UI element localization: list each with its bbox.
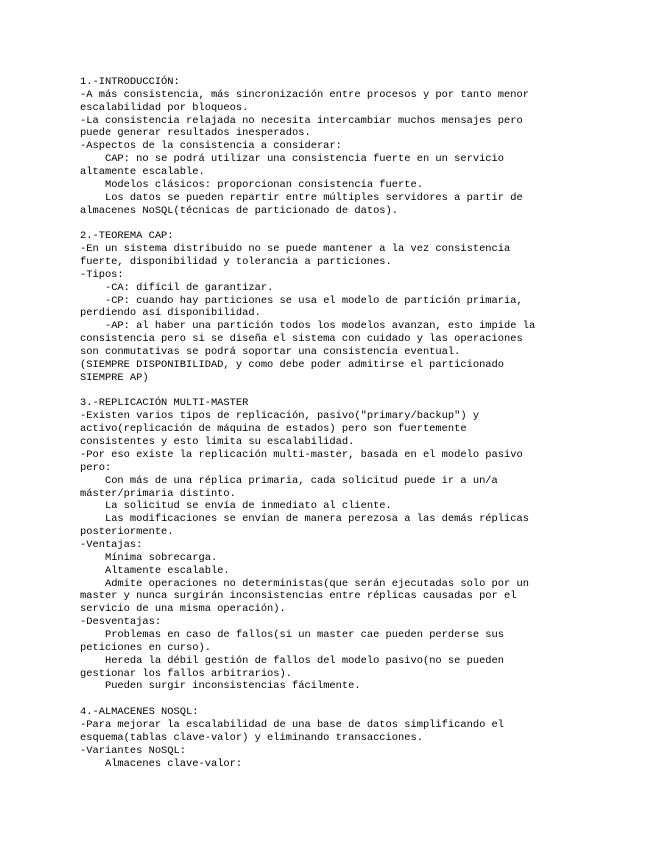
text-line: -Variantes NoSQL: bbox=[80, 744, 187, 757]
text-line: CAP: no se podrá utilizar una consistencia fuerte en un servicio bbox=[80, 153, 505, 166]
text-line: posteriormente. bbox=[80, 526, 174, 539]
text-line: son conmutativas se podrá soportar una consistencia eventual. bbox=[80, 346, 461, 359]
text-line: -AP: al haber una partición todos los modelos avanzan, esto impide la bbox=[80, 320, 536, 333]
section-spacer bbox=[80, 693, 580, 706]
section-title: 4.-ALMACENES NOSQL: bbox=[80, 706, 199, 719]
text-line: activo(replicación de máquina de estados) pero son fuertemente bbox=[80, 423, 467, 436]
text-line: almacenes NoSQL(técnicas de particionado de datos). bbox=[80, 204, 399, 217]
text-line: Las modificaciones se envían de manera perezosa a las demás réplicas bbox=[80, 513, 529, 526]
text-line: Mínima sobrecarga. bbox=[80, 551, 218, 564]
text-line: Pueden surgir inconsistencias fácilmente. bbox=[80, 680, 361, 693]
text-line: SIEMPRE AP) bbox=[80, 371, 149, 384]
text-line: gestionar los fallos arbitrarios). bbox=[80, 667, 293, 680]
text-line: perdiendo así disponibilidad. bbox=[80, 307, 261, 320]
text-line: La solicitud se envía de inmediato al cliente. bbox=[80, 500, 392, 513]
text-line: Admite operaciones no deterministas(que serán ejecutadas solo por un bbox=[80, 577, 529, 590]
document-section bbox=[80, 76, 580, 217]
text-line: -La consistencia relajada no necesita intercambiar muchos mensajes pero bbox=[80, 114, 523, 127]
text-line: consistencia pero si se diseña el sistema con cuidado y las operaciones bbox=[80, 333, 523, 346]
document-section bbox=[80, 230, 580, 384]
text-line: peticiones en curso). bbox=[80, 641, 211, 654]
text-line: Los datos se pueden repartir entre múltiples servidores a partir de bbox=[80, 191, 523, 204]
section-spacer bbox=[80, 217, 580, 230]
text-line: máster/primaria distinto. bbox=[80, 487, 236, 500]
text-line: altamente escalable. bbox=[80, 166, 205, 179]
text-line: (SIEMPRE DISPONIBILIDAD, y como debe poder admitirse el particionado bbox=[80, 358, 505, 371]
text-line: -Ventajas: bbox=[80, 538, 143, 551]
text-line: -Para mejorar la escalabilidad de una base de datos simplificando el bbox=[80, 718, 505, 731]
section-spacer bbox=[80, 385, 580, 398]
text-line: consistentes y esto limita su escalabilidad. bbox=[80, 436, 355, 449]
text-line: Con más de una réplica primaria, cada solicitud puede ir a un/a bbox=[80, 474, 498, 487]
text-line: Modelos clásicos: proporcionan consistencia fuerte. bbox=[80, 178, 423, 191]
text-line: esquema(tablas clave-valor) y eliminando transacciones. bbox=[80, 731, 423, 744]
document-section bbox=[80, 706, 580, 770]
text-line: Problemas en caso de fallos(si un master cae pueden perderse sus bbox=[80, 628, 505, 641]
text-line: fuerte, disponibilidad y tolerancia a particiones. bbox=[80, 256, 392, 269]
section-title: 3.-REPLICACIÓN MULTI-MASTER bbox=[80, 397, 249, 410]
section-title: 2.-TEOREMA CAP: bbox=[80, 230, 174, 243]
section-title: 1.-INTRODUCCIÓN: bbox=[80, 76, 180, 88]
text-line: -Existen varios tipos de replicación, pasivo("primary/backup") y bbox=[80, 410, 480, 423]
text-line: pero: bbox=[80, 461, 112, 474]
document-body bbox=[80, 76, 580, 770]
document-section bbox=[80, 397, 580, 693]
text-line: -A más consistencia, más sincronización entre procesos y por tanto menor bbox=[80, 88, 529, 101]
text-line: -En un sistema distribuido no se puede mantener a la vez consistencia bbox=[80, 243, 511, 256]
text-line: -Tipos: bbox=[80, 268, 124, 281]
text-line: -Aspectos de la consistencia a considerar: bbox=[80, 140, 342, 153]
text-line: escalabilidad por bloqueos. bbox=[80, 101, 249, 114]
text-line: Altamente escalable. bbox=[80, 564, 230, 577]
text-line: -CP: cuando hay particiones se usa el modelo de partición primaria, bbox=[80, 294, 523, 307]
text-line: Hereda la débil gestión de fallos del modelo pasivo(no se pueden bbox=[80, 654, 505, 667]
text-line: -CA: difícil de garantizar. bbox=[80, 281, 274, 294]
text-line: servicio de una misma operación). bbox=[80, 603, 286, 616]
text-line: Almacenes clave-valor: bbox=[80, 757, 243, 770]
text-line: -Por eso existe la replicación multi-master, basada en el modelo pasivo bbox=[80, 448, 523, 461]
text-line: puede generar resultados inesperados. bbox=[80, 127, 311, 140]
text-line: master y nunca surgirán inconsistencias entre réplicas causadas por el bbox=[80, 590, 517, 603]
text-line: -Desventajas: bbox=[80, 616, 162, 629]
